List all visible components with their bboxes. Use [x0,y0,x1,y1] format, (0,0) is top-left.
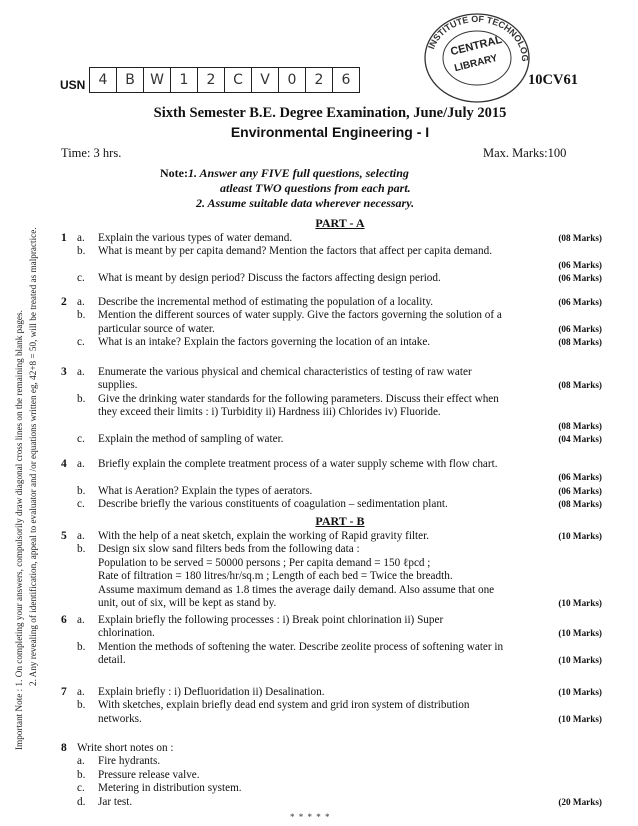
question-text: Rate of filtration = 180 litres/hr/sq.m ; Length of each bed = Twice the breadth. [98,570,453,583]
question-text: unit, out of six, will be kept as stand by. [98,597,277,610]
marks-label: (10 Marks) [558,713,602,724]
usn-digit-box: V [251,67,279,93]
sub-question-letter: c. [77,782,85,795]
sub-question-letter: a. [77,232,85,244]
question-text: Briefly explain the complete treatment process of a water supply scheme with flow chart. [98,458,498,470]
question-number: 5 [61,530,67,542]
sub-question-letter: a. [77,686,85,698]
usn-digit-box: C [224,67,252,93]
sub-question-letter: b. [77,484,86,497]
sub-question-letter: a. [77,296,85,308]
sub-question-letter: b. [77,543,86,556]
question-text: Mention the methods of softening the water. Describe zeolite process of softening water in [98,640,504,653]
marks-label: (06 Marks) [558,273,602,284]
question-text: Explain the various types of water demand. [98,232,293,244]
note-1: 1. Answer any FIVE full questions, selecting [187,166,409,180]
question-text: With sketches, explain briefly dead end system and grid iron system of distribution [98,699,470,712]
question-6 [77,614,602,668]
marks-label: (06 Marks) [558,297,602,307]
sub-question-letter: c. [77,272,85,285]
question-text: chlorination. [98,627,155,640]
question-number: 4 [61,458,67,470]
marks-label: (20 Marks) [558,796,602,807]
question-number: 6 [61,614,67,626]
usn-digit-box: W [143,67,171,93]
stamp-library-text: LIBRARY [453,52,499,75]
usn-digit-box: B [116,67,144,93]
question-text: particular source of water. [98,322,215,335]
usn-digit-box: 6 [332,67,360,93]
question-text: Describe briefly the various constituents of coagulation – sedimentation plant. [98,498,448,511]
note-2: 2. Assume suitable data wherever necessary. [196,196,415,210]
marks-label: (10 Marks) [558,687,602,697]
question-4 [77,458,602,512]
usn-digit-box: 2 [305,67,333,93]
sub-question-letter: b. [77,245,86,258]
question-text: What is meant by per capita demand? Mention the factors that affect per capita demand. [98,245,492,258]
sub-question-letter: b. [77,640,86,653]
question-number: 1 [61,232,67,244]
important-note-line-2: 2. Any revealing of identification, appeal to evaluator and /or equations written eg, 42+8 = 50, will be treated as malpractice. [28,227,38,686]
usn-box-row [90,67,360,93]
question-text: Explain the method of sampling of water. [98,433,284,446]
question-text: detail. [98,654,126,667]
note-label: Note: [160,166,188,180]
important-note-line-1: Important Note : 1. On completing your answers, compulsorily draw diagonal cross lines on the remaining blank pages. [14,310,24,750]
question-text: Assume maximum demand as 1.8 times the average daily demand. Also assume that one [98,583,495,596]
question-text: they exceed their limits : i) Turbidity ii) Hardness iii) Chlorides iv) Fluoride. [98,406,441,419]
question-text: Explain briefly : i) Defluoridation ii) Desalination. [98,686,325,698]
question-text: supplies. [98,379,138,392]
question-text: Explain briefly the following processes : i) Break point chlorination ii) Super [98,614,444,626]
sub-question-letter: a. [77,366,85,378]
question-text: What is an intake? Explain the factors governing the location of an intake. [98,336,431,349]
question-text: Pressure release valve. [98,768,200,781]
end-of-paper-stars: * * * * * [290,812,331,822]
sub-question-letter: a. [77,530,85,542]
question-text: With the help of a neat sketch, explain the working of Rapid gravity filter. [98,530,430,542]
question-text: Fire hydrants. [98,755,161,768]
question-text: Describe the incremental method of estimating the population of a locality. [98,296,434,308]
exam-title: Sixth Semester B.E. Degree Examination, June/July 2015 [153,105,507,121]
svg-text:INSTITUTE OF TECHNOLOGY [418,8,530,62]
max-marks: Max. Marks:100 [483,146,567,160]
part-b-heading: PART - B [315,514,365,528]
marks-label: (06 Marks) [558,259,602,270]
question-5 [77,530,602,610]
sub-question-letter: c. [77,498,85,511]
question-text: Write short notes on : [77,742,174,754]
marks-label: (10 Marks) [558,531,602,541]
sub-question-letter: b. [77,699,86,712]
question-text: Metering in distribution system. [98,782,242,795]
library-stamp [418,8,536,108]
marks-label: (08 Marks) [558,337,602,348]
marks-label: (08 Marks) [558,499,602,510]
subject-title: Environmental Engineering - I [230,124,430,140]
sub-question-letter: c. [77,433,85,446]
question-text: What is Aeration? Explain the types of aerators. [98,484,313,497]
question-text: Design six slow sand filters beds from the following data : [98,543,360,556]
question-2 [77,296,602,350]
usn-label: USN [60,78,86,92]
question-1 [77,232,602,286]
stamp-central-text: CENTRAL [449,33,504,59]
question-7 [77,686,602,726]
paper-code: 10CV61 [528,72,578,88]
sub-question-letter: a. [77,755,85,768]
marks-label: (04 Marks) [558,434,602,445]
marks-label: (06 Marks) [558,485,602,496]
marks-label: (08 Marks) [558,420,602,431]
question-text: networks. [98,712,142,725]
question-number: 7 [61,686,67,698]
time-allowed: Time: 3 hrs. [61,146,122,160]
question-8 [77,742,602,809]
sub-question-letter: a. [77,614,85,626]
question-text: Give the drinking water standards for the following parameters. Discuss their effect when [98,392,499,405]
sub-question-letter: b. [77,768,86,781]
sub-question-letter: c. [77,336,85,349]
question-3 [77,366,602,446]
question-number: 8 [61,742,67,754]
sub-question-letter: d. [77,795,86,808]
usn-digit-box: 1 [170,67,198,93]
note-1-continued: atleast TWO questions from each part. [220,181,411,195]
sub-question-letter: a. [77,458,85,470]
marks-label: (10 Marks) [558,628,602,639]
marks-label: (10 Marks) [558,655,602,666]
usn-digit-box: 4 [89,67,117,93]
question-text: What is meant by design period? Discuss the factors affecting design period. [98,272,441,285]
question-text: Population to be served = 50000 persons ; Per capita demand = 150 ℓpcd ; [98,556,431,569]
important-note-margin [4,150,48,750]
part-a-heading: PART - A [315,216,365,230]
sub-question-letter: b. [77,309,86,322]
marks-label: (06 Marks) [558,472,602,483]
usn-digit-box: 2 [197,67,225,93]
question-number: 2 [61,296,67,308]
marks-label: (08 Marks) [558,233,602,243]
marks-label: (10 Marks) [558,598,602,609]
question-text: Mention the different sources of water supply. Give the factors governing the solution of a [98,309,502,322]
marks-label: (06 Marks) [558,323,602,334]
question-number: 3 [61,366,67,378]
usn-digit-box: 0 [278,67,306,93]
stamp-ring-text: INSTITUTE OF TECHNOLOG [426,13,531,62]
instructions [160,166,510,211]
question-text: Enumerate the various physical and chemical characteristics of testing of raw water [98,366,472,378]
question-text: Jar test. [98,795,133,808]
marks-label: (08 Marks) [558,380,602,391]
sub-question-letter: b. [77,392,86,405]
